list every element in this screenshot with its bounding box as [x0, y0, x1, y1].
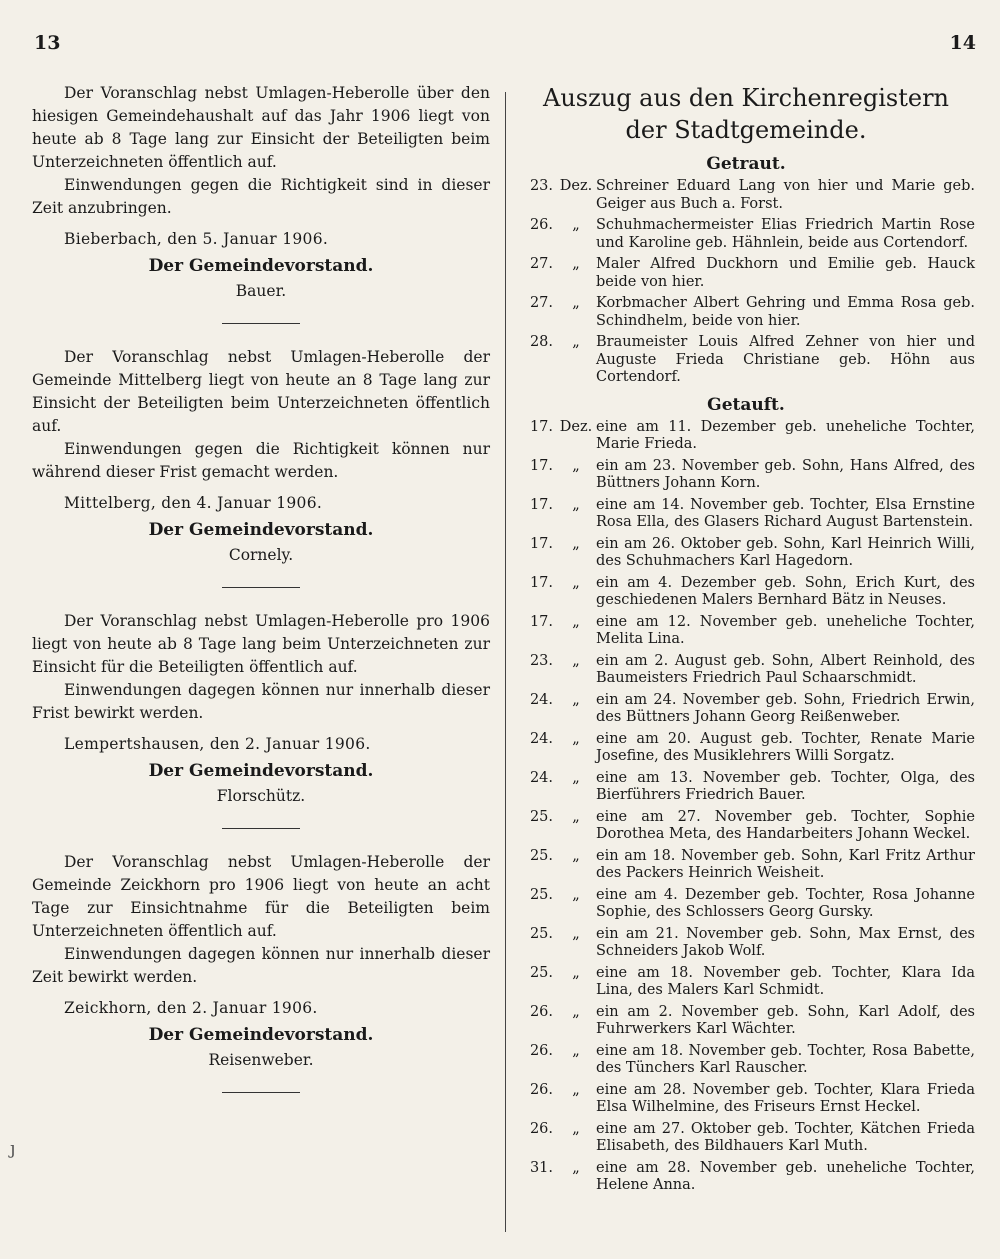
- register-entry: [517, 178, 975, 213]
- entry-text: eine am 20. August geb. Tochter, Renate Marie Josefine, des Musiklehrers Willi Sorgatz.: [596, 730, 975, 764]
- entry-month: „: [572, 535, 580, 552]
- notice-text: Der Voranschlag nebst Umlagen-Heberolle über den hiesigen Gemeindehaushalt auf das Jahr 1906 liegt von heute ab 8 Tage lang zur Einsicht der Beteiligten beim Unterzeichneten öffentlich auf.: [32, 84, 490, 171]
- entry-text: Korbmacher Albert Gehring und Emma Rosa geb. Schindhelm, beide von hier.: [596, 295, 975, 329]
- married-list: [517, 178, 975, 387]
- entry-text: Braumeister Louis Alfred Zehner von hier und Auguste Frieda Christiane geb. Höhn aus Cortendorf.: [596, 334, 975, 385]
- entry-date: 17.: [529, 613, 553, 630]
- entry-text: eine am 4. Dezember geb. Tochter, Rosa Johanne Sophie, des Schlossers Georg Gursky.: [596, 886, 975, 920]
- entry-date: 25.: [529, 847, 553, 864]
- register-entry: [517, 575, 975, 610]
- entry-date: 28.: [529, 334, 553, 350]
- entry-month: „: [572, 886, 580, 903]
- register-entry: [517, 809, 975, 844]
- entry-text: eine am 28. November geb. uneheliche Tochter, Helene Anna.: [596, 1159, 975, 1193]
- entry-date: 17.: [529, 574, 553, 591]
- entry-text: Maler Alfred Duckhorn und Emilie geb. Hauck beide von hier.: [596, 256, 975, 290]
- baptized-list: [517, 419, 975, 1195]
- notice-board: Der Gemeindevorstand.: [148, 1025, 374, 1045]
- entry-date: 25.: [529, 886, 553, 903]
- register-entry: [517, 256, 975, 291]
- separator: [222, 323, 300, 324]
- entry-text: eine am 14. November geb. Tochter, Elsa Ernstine Rosa Ella, des Glasers Richard August Bartenstein.: [596, 496, 975, 530]
- notice-signer: Bauer.: [235, 282, 287, 300]
- entry-text: ein am 18. November geb. Sohn, Karl Fritz Arthur des Packers Heinrich Weisheit.: [596, 847, 975, 881]
- entry-date: 26.: [529, 1081, 553, 1098]
- notice-board: Der Gemeindevorstand.: [148, 520, 374, 540]
- register-entry: [517, 1121, 975, 1156]
- notice-place-date: Zeickhorn, den 2. Januar 1906.: [64, 999, 318, 1017]
- register-entry: [517, 295, 975, 330]
- entry-month: „: [572, 217, 580, 233]
- notice-lempertshausen: [32, 610, 490, 808]
- notice-signer: Cornely.: [228, 546, 294, 564]
- entry-date: 17.: [529, 418, 553, 435]
- entry-text: eine am 27. Oktober geb. Tochter, Kätchen Frieda Elisabeth, des Bildhauers Karl Muth.: [596, 1120, 975, 1154]
- page-number-right: 14: [949, 32, 976, 54]
- entry-date: 17.: [529, 496, 553, 513]
- register-entry: [517, 1043, 975, 1078]
- entry-date: 24.: [529, 730, 553, 747]
- notice-signer: Reisenweber.: [208, 1051, 314, 1069]
- baptized-heading: Getauft.: [707, 394, 785, 415]
- page-number-left: 13: [34, 32, 61, 54]
- entry-month: „: [572, 1042, 580, 1059]
- notice-text: Der Voranschlag nebst Umlagen-Heberolle der Gemeinde Zeickhorn pro 1906 liegt von heute an acht Tage zur Einsichtnahme für die Beteiligten beim Unterzeichneten öffentlich auf.: [32, 853, 490, 940]
- register-subtitle: der Stadtgemeinde.: [625, 116, 867, 144]
- entry-text: ein am 24. November geb. Sohn, Friedrich Erwin, des Büttners Johann Georg Reißenweber.: [596, 691, 975, 725]
- notice-objection: Einwendungen dagegen können nur innerhalb dieser Zeit bewirkt werden.: [32, 945, 490, 986]
- column-divider: [505, 92, 506, 1232]
- entry-text: Schreiner Eduard Lang von hier und Marie geb. Geiger aus Buch a. Forst.: [596, 178, 975, 212]
- entry-text: ein am 4. Dezember geb. Sohn, Erich Kurt, des geschiedenen Malers Bernhard Bätz in Neuses.: [596, 574, 975, 608]
- entry-text: eine am 27. November geb. Tochter, Sophie Dorothea Meta, des Handarbeiters Johann Weckel.: [596, 808, 975, 842]
- entry-date: 23.: [529, 178, 553, 194]
- notice-signer: Florschütz.: [216, 787, 306, 805]
- entry-month: „: [572, 847, 580, 864]
- entry-date: 27.: [529, 295, 553, 311]
- entry-month: „: [572, 1159, 580, 1176]
- register-entry: [517, 731, 975, 766]
- entry-date: 24.: [529, 769, 553, 786]
- entry-date: 25.: [529, 925, 553, 942]
- entry-date: 24.: [529, 691, 553, 708]
- entry-date: 25.: [529, 964, 553, 981]
- entry-month: „: [572, 613, 580, 630]
- notice-mittelberg: [32, 346, 490, 567]
- stray-mark: ȷ: [10, 1138, 16, 1159]
- entry-month: „: [572, 1003, 580, 1020]
- entry-month: „: [572, 964, 580, 981]
- notice-board: Der Gemeindevorstand.: [148, 256, 374, 276]
- notice-zeickhorn: [32, 851, 490, 1072]
- notice-place-date: Mittelberg, den 4. Januar 1906.: [64, 494, 323, 512]
- entry-month: „: [572, 652, 580, 669]
- register-entry: [517, 1004, 975, 1039]
- register-entry: [517, 536, 975, 571]
- separator: [222, 587, 300, 588]
- entry-month: „: [572, 496, 580, 513]
- entry-month: „: [572, 334, 580, 350]
- entry-date: 25.: [529, 808, 553, 825]
- entry-text: ein am 23. November geb. Sohn, Hans Alfred, des Büttners Johann Korn.: [596, 457, 975, 491]
- entry-date: 17.: [529, 457, 553, 474]
- married-heading: Getraut.: [706, 154, 786, 174]
- notice-place-date: Bieberbach, den 5. Januar 1906.: [64, 230, 329, 248]
- left-column: [32, 82, 490, 1115]
- register-entry: [517, 458, 975, 493]
- register-entry: [517, 614, 975, 649]
- entry-date: 27.: [529, 256, 553, 272]
- entry-date: 26.: [529, 217, 553, 233]
- entry-date: 17.: [529, 535, 553, 552]
- notice-objection: Einwendungen dagegen können nur innerhalb dieser Frist bewirkt werden.: [32, 681, 490, 722]
- register-entry: [517, 692, 975, 727]
- notice-bieberbach: [32, 82, 490, 303]
- entry-month: Dez.: [559, 418, 593, 435]
- notice-board: Der Gemeindevorstand.: [148, 761, 374, 781]
- entry-text: eine am 12. November geb. uneheliche Tochter, Melita Lina.: [596, 613, 975, 647]
- register-entry: [517, 1082, 975, 1117]
- notice-text: Der Voranschlag nebst Umlagen-Heberolle der Gemeinde Mittelberg liegt von heute an 8 Tage lang zur Einsicht der Beteiligten beim Unterzeichneten öffentlich auf.: [32, 348, 490, 435]
- entry-month: „: [572, 295, 580, 311]
- register-entry: [517, 926, 975, 961]
- entry-text: ein am 2. November geb. Sohn, Karl Adolf, des Fuhrwerkers Karl Wächter.: [596, 1003, 975, 1037]
- entry-month: „: [572, 691, 580, 708]
- entry-date: 26.: [529, 1120, 553, 1137]
- entry-text: eine am 13. November geb. Tochter, Olga, des Bierführers Friedrich Bauer.: [596, 769, 975, 803]
- separator: [222, 828, 300, 829]
- entry-month: „: [572, 256, 580, 272]
- entry-text: eine am 11. Dezember geb. uneheliche Tochter, Marie Frieda.: [596, 418, 975, 452]
- register-entry: [517, 419, 975, 454]
- register-entry: [517, 1160, 975, 1195]
- notice-objection: Einwendungen gegen die Richtigkeit sind in dieser Zeit anzubringen.: [32, 176, 490, 217]
- register-entry: [517, 653, 975, 688]
- register-entry: [517, 497, 975, 532]
- entry-month: „: [572, 457, 580, 474]
- entry-text: Schuhmachermeister Elias Friedrich Martin Rose und Karoline geb. Hähnlein, beide aus Cortendorf.: [596, 217, 975, 251]
- entry-text: ein am 21. November geb. Sohn, Max Ernst, des Schneiders Jakob Wolf.: [596, 925, 975, 959]
- register-entry: [517, 770, 975, 805]
- separator: [222, 1092, 300, 1093]
- entry-date: 26.: [529, 1042, 553, 1059]
- entry-date: 23.: [529, 652, 553, 669]
- entry-month: „: [572, 1120, 580, 1137]
- entry-text: eine am 18. November geb. Tochter, Klara Ida Lina, des Malers Karl Schmidt.: [596, 964, 975, 998]
- entry-month: „: [572, 574, 580, 591]
- register-entry: [517, 217, 975, 252]
- entry-month: „: [572, 730, 580, 747]
- entry-month: „: [572, 925, 580, 942]
- entry-date: 31.: [529, 1159, 553, 1176]
- entry-month: „: [572, 769, 580, 786]
- notice-place-date: Lempertshausen, den 2. Januar 1906.: [64, 735, 371, 753]
- notice-objection: Einwendungen gegen die Richtigkeit können nur während dieser Frist gemacht werden.: [32, 440, 490, 481]
- entry-date: 26.: [529, 1003, 553, 1020]
- entry-text: eine am 28. November geb. Tochter, Klara Frieda Elsa Wilhelmine, des Friseurs Ernst Heckel.: [596, 1081, 975, 1115]
- entry-month: „: [572, 808, 580, 825]
- entry-text: ein am 2. August geb. Sohn, Albert Reinhold, des Baumeisters Friedrich Paul Schaarschmidt.: [596, 652, 975, 686]
- register-entry: [517, 965, 975, 1000]
- entry-text: ein am 26. Oktober geb. Sohn, Karl Heinrich Willi, des Schuhmachers Karl Hagedorn.: [596, 535, 975, 569]
- entry-month: Dez.: [559, 178, 593, 194]
- right-column: [517, 82, 975, 1199]
- register-entry: [517, 887, 975, 922]
- register-entry: [517, 334, 975, 387]
- notice-text: Der Voranschlag nebst Umlagen-Heberolle pro 1906 liegt von heute ab 8 Tage lang beim Unterzeichneten zur Einsicht für die Beteiligten öffentlich auf.: [32, 612, 490, 676]
- entry-month: „: [572, 1081, 580, 1098]
- register-entry: [517, 848, 975, 883]
- register-title: Auszug aus den Kirchenregistern: [542, 84, 949, 112]
- entry-text: eine am 18. November geb. Tochter, Rosa Babette, des Tünchers Karl Rauscher.: [596, 1042, 975, 1076]
